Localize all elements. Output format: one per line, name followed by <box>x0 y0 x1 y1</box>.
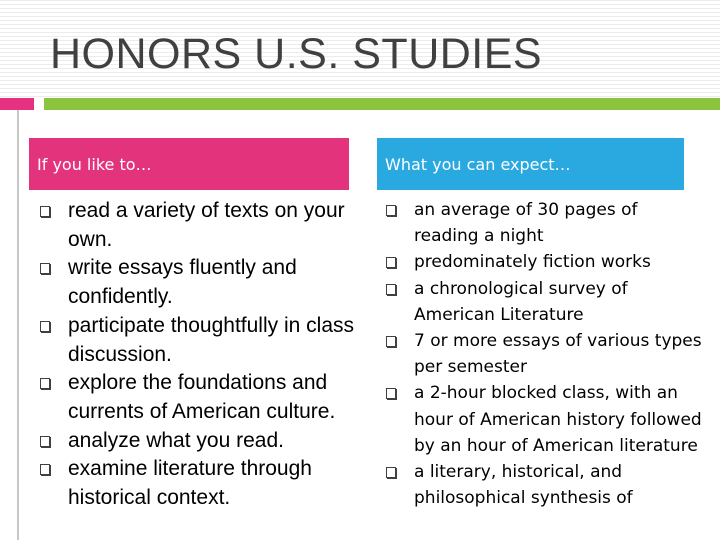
square-bullet-icon <box>386 257 396 268</box>
left-column-header: If you like to… <box>29 138 349 190</box>
list-item <box>38 369 360 426</box>
list-item-text: explore the foundations and currents of American culture. <box>68 371 336 423</box>
list-item-text: analyze what you read. <box>68 428 284 452</box>
list-item <box>384 459 704 511</box>
green-accent-bar <box>44 98 720 110</box>
left-vertical-rule <box>17 110 19 540</box>
square-bullet-icon <box>40 464 50 475</box>
pink-accent-bar <box>0 98 34 110</box>
list-item-text: participate thoughtfully in class discussion. <box>68 313 354 366</box>
list-item <box>384 249 704 275</box>
list-item <box>384 380 704 459</box>
list-item <box>384 276 704 328</box>
right-bullet-list <box>384 197 704 511</box>
right-column-header: What you can expect… <box>377 138 684 190</box>
list-item-text: predominately fiction works <box>414 252 651 273</box>
list-item-text: write essays fluently and confidently. <box>68 256 297 309</box>
square-bullet-icon <box>386 284 396 295</box>
list-item-text: examine literature through historical context. <box>68 457 312 510</box>
square-bullet-icon <box>386 336 396 347</box>
list-item <box>38 197 360 254</box>
list-item <box>38 254 360 311</box>
square-bullet-icon <box>386 467 396 478</box>
square-bullet-icon <box>40 263 50 274</box>
list-item-text: a literary, historical, and philosophical synthesis of <box>414 462 633 509</box>
square-bullet-icon <box>40 378 50 389</box>
list-item <box>384 328 704 380</box>
list-item <box>38 312 360 369</box>
square-bullet-icon <box>40 436 50 447</box>
left-bullet-list <box>38 197 360 513</box>
square-bullet-icon <box>40 206 50 217</box>
list-item <box>384 197 704 249</box>
list-item-text: an average of 30 pages of reading a night <box>414 200 638 247</box>
list-item-text: a chronological survey of American Literature <box>414 278 628 325</box>
list-item <box>38 427 360 456</box>
square-bullet-icon <box>386 388 396 399</box>
square-bullet-icon <box>386 205 396 216</box>
list-item-text: 7 or more essays of various types per semester <box>414 331 702 378</box>
list-item <box>38 455 360 512</box>
square-bullet-icon <box>40 321 50 332</box>
page-title: HONORS U.S. STUDIES <box>50 30 543 78</box>
list-item-text: a 2-hour blocked class, with an hour of American history followed by an hour of American literature <box>414 383 702 456</box>
list-item-text: read a variety of texts on your own. <box>68 199 345 251</box>
